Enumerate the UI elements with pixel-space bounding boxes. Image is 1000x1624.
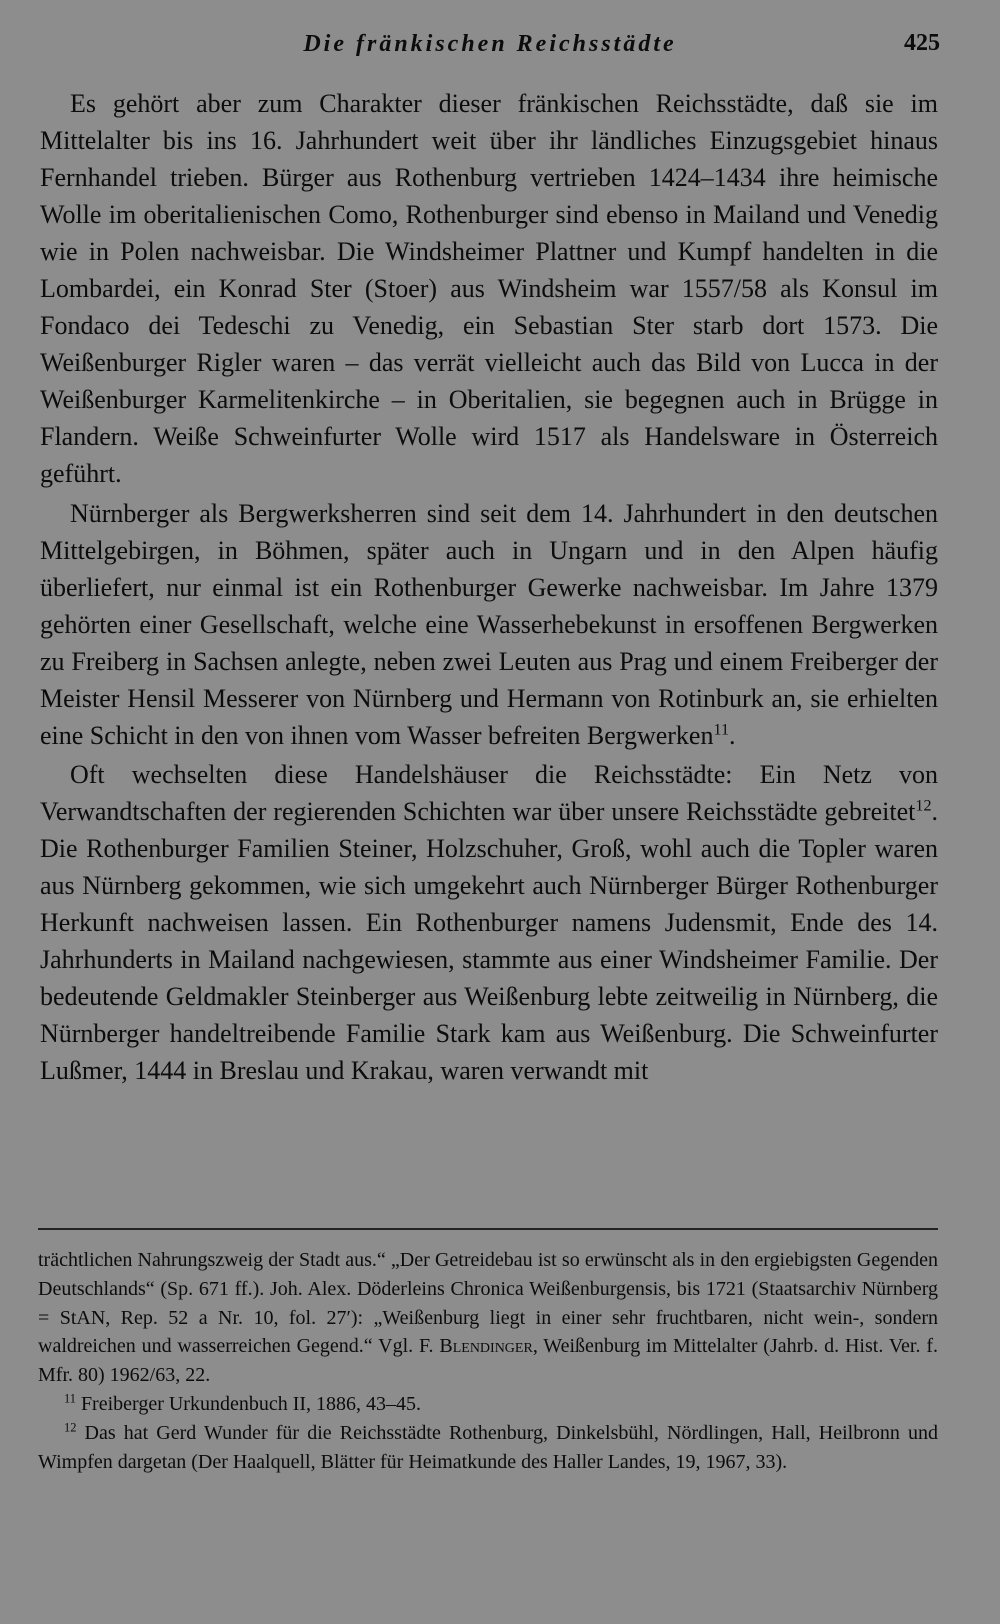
footnotes xyxy=(38,1246,938,1476)
running-title: Die fränkischen Reichsstädte xyxy=(303,30,677,57)
paragraph xyxy=(40,756,938,1089)
footnote-number: 12 xyxy=(64,1420,77,1435)
paragraph-text: . xyxy=(729,720,736,750)
footnote xyxy=(38,1419,938,1477)
footnote-text: Das hat Gerd Wunder für die Reichsstädte Rothenburg, Dinkelsbühl, Nördlingen, Hall, Heilbronn und Wimpfen dargetan (Der Haalquell, Blätter für Heimatkunde des Haller Landes, 19, 1967, 33). xyxy=(38,1421,939,1473)
footnote-text: trächtlichen Nahrungszweig der Stadt aus.“ „Der Getreidebau ist so erwünscht als in den ergiebigsten Gegenden Deutschlands“ (Sp. 671 ff.). Joh. Alex. Döderleins Chronica Weißenburgensis, bis 1721 (Staatsarchiv Nürnberg = StAN, Rep. 52 a Nr. 10, fol. 27′): „Weißenburg liegt in einer sehr fruchtbaren, nicht wein-, sondern waldreichen und wasserreichen Gegend.“ Vgl. F. xyxy=(38,1249,938,1358)
author-name: Blendinger xyxy=(439,1335,533,1358)
paragraph xyxy=(40,495,938,754)
footnote-text: , Weißenburg im Mittelalter (Jahrb. d. Hist. Ver. f. Mfr. 80) 1962/63, 22. xyxy=(38,1335,938,1387)
footnote-reference: 12 xyxy=(915,797,932,815)
footnote-reference: 11 xyxy=(713,721,729,739)
page-number: 425 xyxy=(904,30,940,56)
running-header xyxy=(40,24,940,64)
paragraph: Es gehört aber zum Charakter dieser fränkischen Reichsstädte, daß sie im Mittelalter bis ins 16. Jahrhundert weit über ihr ländliches Einzugsgebiet hinaus Fernhandel trieben. Bürger aus Rothenburg vertrieben 1424–1434 ihre heimische Wolle im oberitalienischen Como, Rothenburger sind ebenso in Mailand und Venedig wie in Polen nachweisbar. Die Windsheimer Plattner und Kumpf handelten in die Lombardei, ein Konrad Ster (Stoer) aus Windsheim war 1557/58 als Konsul im Fondaco dei Tedeschi zu Venedig, ein Sebastian Ster starb dort 1573. Die Weißenburger Rigler waren – das verrät vielleicht auch das Bild von Lucca in der Weißenburger Karmelitenkirche – in Oberitalien, sie begegnen auch in Brügge in Flandern. Weiße Schweinfurter Wolle wird 1517 als Handelsware in Österreich geführt. xyxy=(40,89,938,489)
footnote xyxy=(38,1390,938,1419)
footnote-text: Freiberger Urkundenbuch II, 1886, 43–45. xyxy=(80,1392,422,1415)
paragraph-text: Nürnberger als Bergwerksherren sind seit dem 14. Jahrhundert in den deutschen Mittelgebirgen, in Böhmen, später auch in Ungarn und in den Alpen häufig überliefert, nur einmal ist ein Rothenburger Gewerke nachweisbar. Im Jahre 1379 gehörten einer Gesellschaft, welche eine Wasserhebekunst in ersoffenen Bergwerken zu Freiberg in Sachsen anlegte, neben zwei Leuten aus Prag und einem Freiberger der Meister Hensil Messerer von Nürnberg und Hermann von Rotinburk an, sie erhielten eine Schicht in den von ihnen vom Wasser befreiten Bergwerken xyxy=(40,498,938,750)
footnote-divider xyxy=(38,1228,938,1230)
paragraph-text: Oft wechselten diese Handelshäuser die Reichsstädte: Ein Netz von Verwandtschaften der regierenden Schichten war über unsere Reichsstädte gebreitet xyxy=(40,759,938,826)
footnote-number: 11 xyxy=(64,1391,76,1406)
paragraph-text: . Die Rothenburger Familien Steiner, Holzschuher, Groß, wohl auch die Topler waren aus Nürnberg gekommen, wie sich umgekehrt auch Nürnberger Bürger Rothenburger Herkunft nachweisen lassen. Ein Rothenburger namens Judensmit, Ende des 14. Jahrhunderts in Mailand nachgewiesen, stammte aus einer Windsheimer Familie. Der bedeutende Geldmakler Steinberger aus Weißenburg lebte zeitweilig in Nürnberg, die Nürnberger handeltreibende Familie Stark kam aus Weißenburg. Die Schweinfurter Lußmer, 1444 in Breslau und Krakau, waren verwandt mit xyxy=(40,796,938,1086)
footnote-continued xyxy=(38,1246,938,1390)
main-text xyxy=(40,85,938,1089)
